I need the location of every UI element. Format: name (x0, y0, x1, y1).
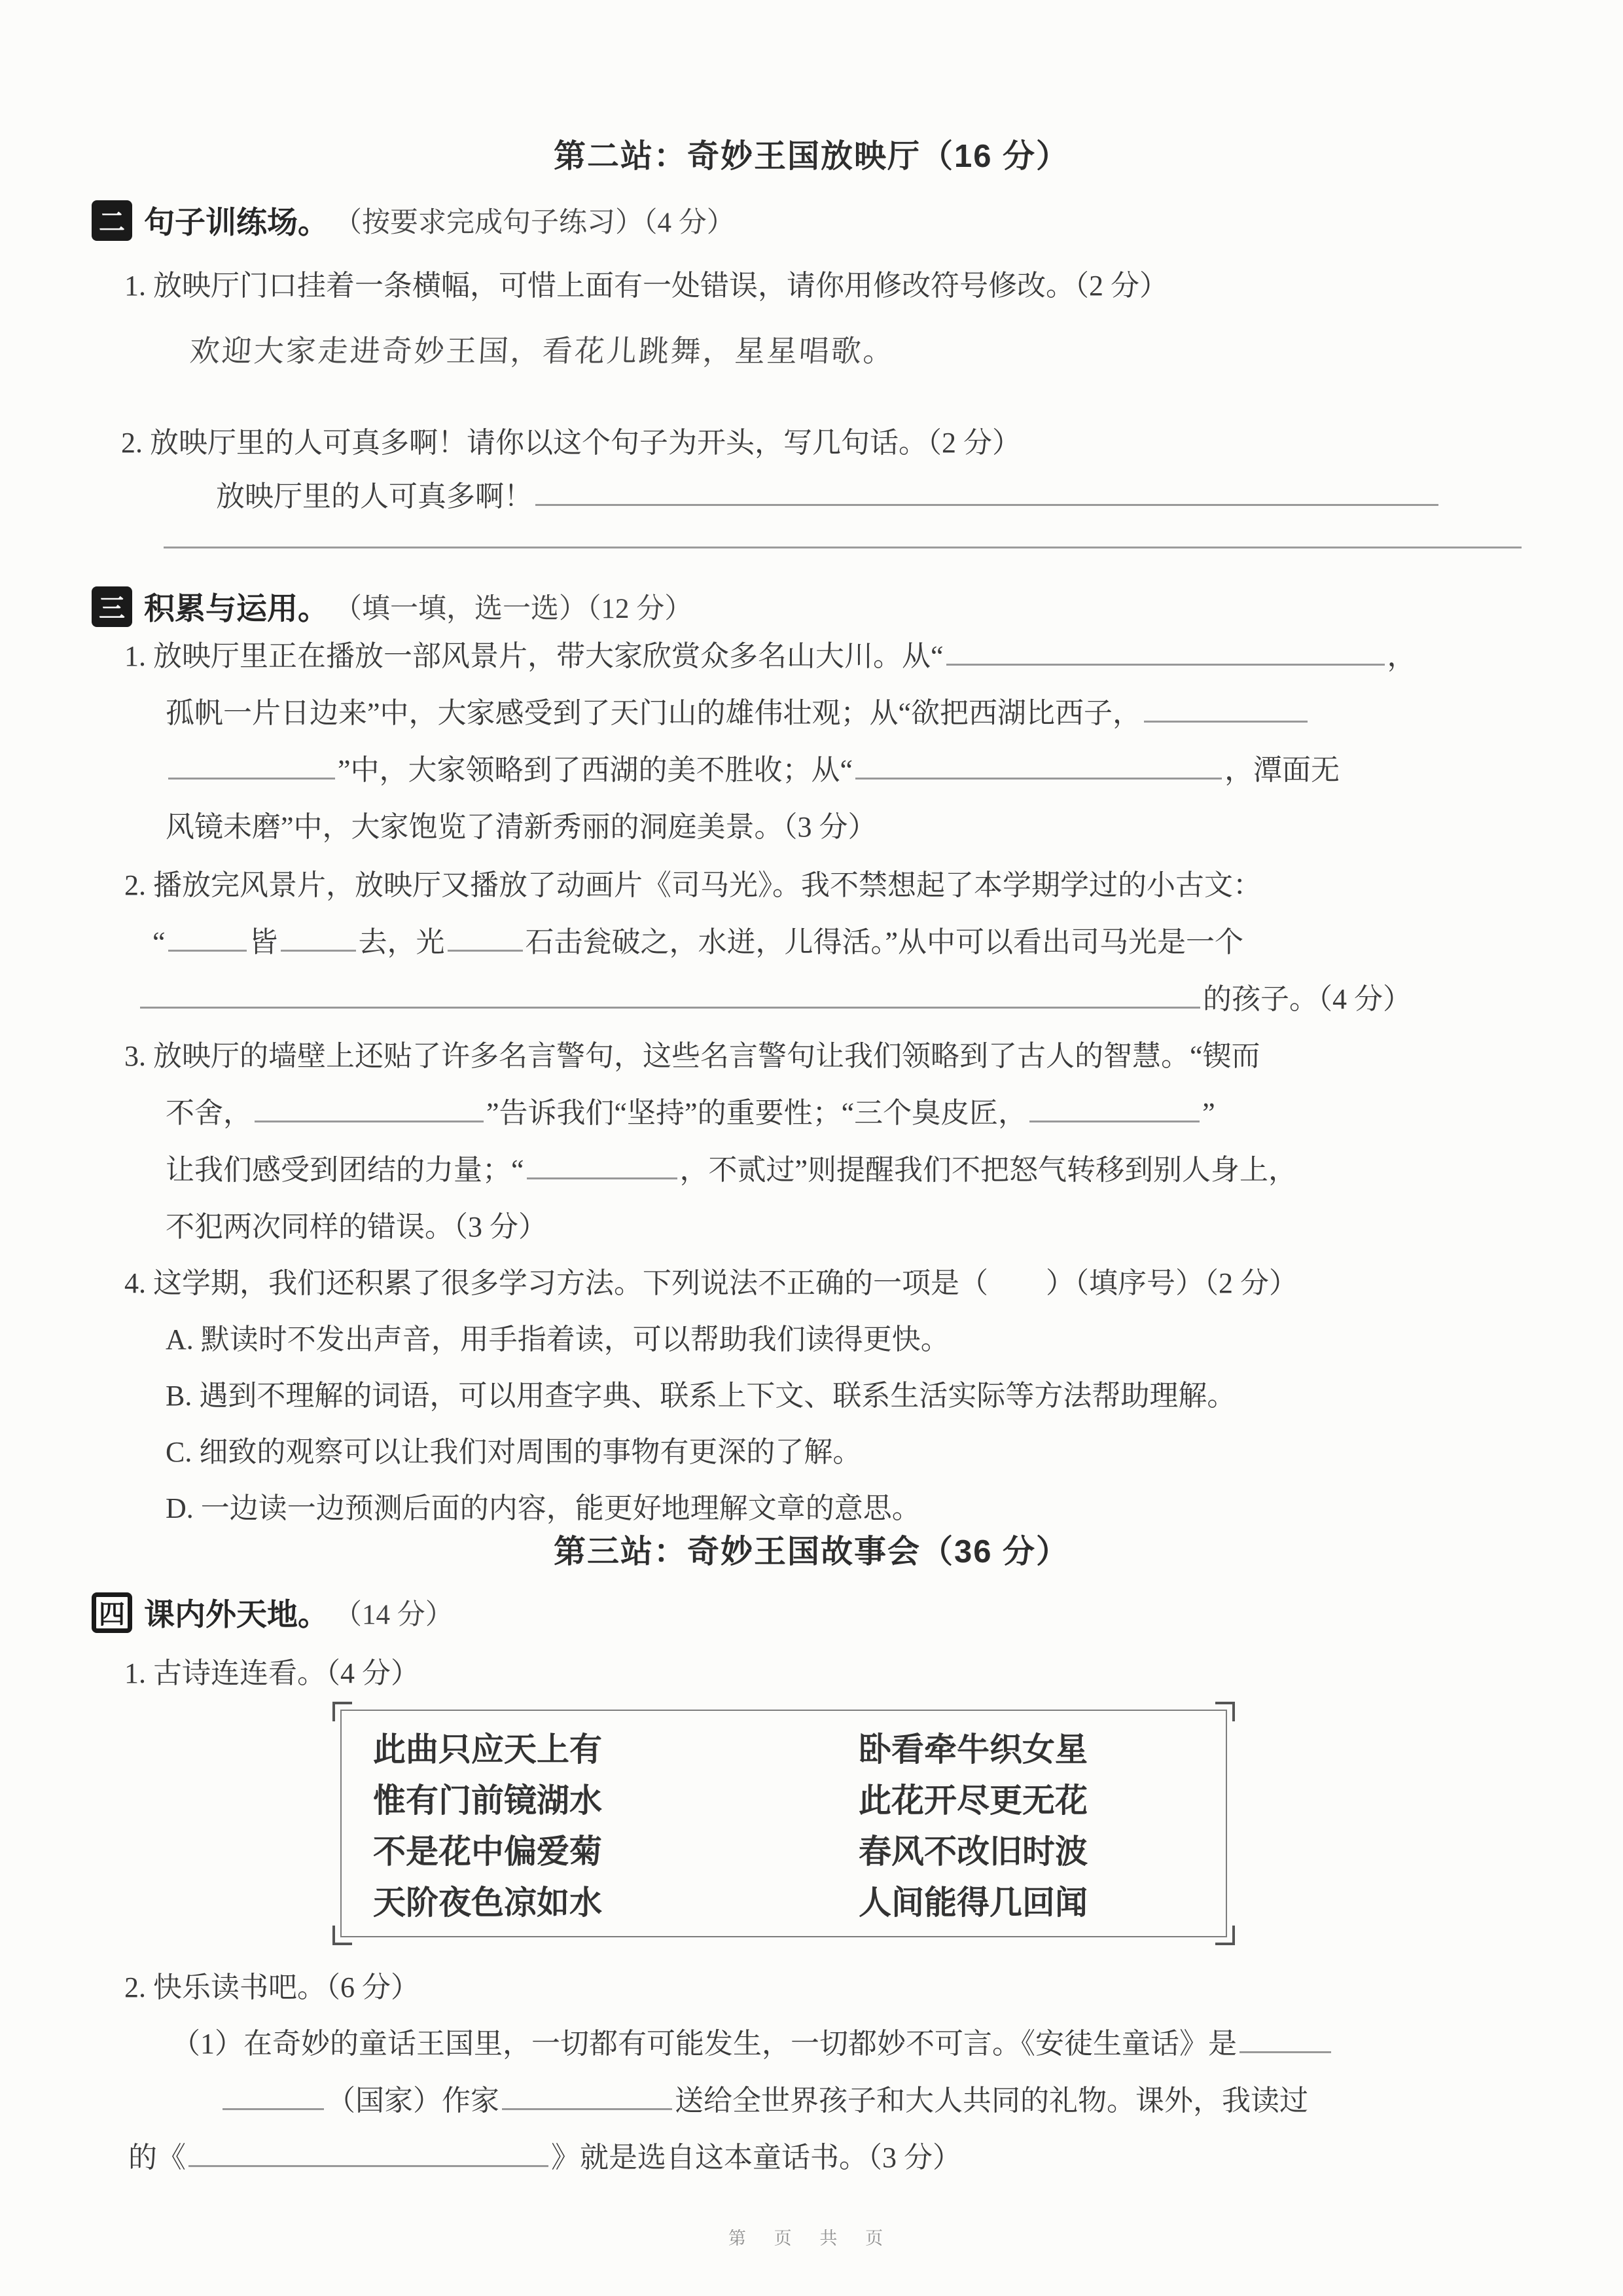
s3-q2-line3-end: 的孩子。（4 分） (1203, 983, 1412, 1015)
s3-q3-line2 (166, 1089, 1215, 1131)
s3-q4-text: 4. 这学期，我们还积累了很多学习方法。下列说法不正确的一项是（ ）（填序号）（2 分） (124, 1267, 1298, 1299)
s3-q2-rest: 石击瓮破之，水迸，儿得活。”从中可以看出司马光是一个 (525, 926, 1244, 958)
s4-q2-1-line3-a: 的《 (128, 2142, 186, 2174)
s3-q2-line1-text: 2. 播放完风景片，放映厅又播放了动画片《司马光》。我不禁想起了本学期学过的小古文： (124, 869, 1262, 901)
poem-line[interactable]: 天阶夜色凉如水 (373, 1884, 602, 1921)
s2-banner-text[interactable]: 欢迎大家走进奇妙王国，看花儿跳舞，星星唱歌。 (188, 333, 897, 368)
section4-subtitle: （14 分） (334, 1600, 454, 1630)
answer-blank[interactable] (855, 778, 1222, 780)
s3-q3-line3-a: 让我们感受到团结的力量；“ (166, 1154, 524, 1186)
box-corner-icon (1215, 1702, 1235, 1721)
s2-q2-text: 2. 放映厅里的人可真多啊！请你以这个句子为开头，写几句话。（2 分） (121, 427, 1021, 459)
s3-q1-line1 (124, 632, 1416, 674)
s3-q1-line3 (166, 746, 1340, 788)
box-corner-icon (332, 1926, 352, 1945)
s2-q1-line (124, 262, 1168, 304)
answer-blank[interactable] (281, 950, 356, 952)
s3-q4-option-c-text: C. 细致的观察可以让我们对周围的事物有更深的了解。 (166, 1436, 862, 1468)
station2-title: 第二站：奇妙王国放映厅（16 分） (553, 139, 1070, 174)
s3-q3-line3 (166, 1146, 1297, 1188)
s4-q2-text: 2. 快乐读书吧。（6 分） (124, 1971, 419, 2003)
box-corner-icon (332, 1702, 352, 1721)
poem-matching-box (340, 1710, 1227, 1937)
poem-line[interactable]: 此花开尽更无花 (859, 1782, 1088, 1819)
s2-q2-answer-line (216, 473, 1441, 514)
section3-subtitle: （填一填，选一选）（12 分） (334, 594, 693, 624)
section3-marker: 三 (92, 586, 132, 627)
s4-q1-text: 1. 古诗连连看。（4 分） (124, 1657, 419, 1689)
s2-q2-prompt: 放映厅里的人可真多啊！ (216, 480, 533, 512)
section3-header (92, 584, 692, 628)
s3-q2-line1 (124, 861, 1262, 903)
answer-blank[interactable] (255, 1121, 484, 1122)
s3-q3-line1-text: 3. 放映厅的墙壁上还贴了许多名言警句，这些名言警句让我们领略到了古人的智慧。“锲而 (124, 1040, 1260, 1072)
s3-q3-line2-a: 不舍， (166, 1097, 252, 1129)
s3-q3-line3-b: ，不贰过”则提醒我们不把怒气转移到别人身上， (679, 1154, 1298, 1186)
s3-q1-line2-text: 孤帆一片日边来”中，大家感受到了天门山的雄伟壮观；从“欲把西湖比西子， (166, 697, 1142, 729)
answer-blank[interactable] (535, 504, 1438, 506)
s3-q1-line1-text: 1. 放映厅里正在播放一部风景片，带大家欣赏众多名山大川。从“ (124, 640, 944, 672)
s3-q3-line4 (166, 1203, 547, 1245)
answer-blank[interactable] (1144, 721, 1308, 723)
s2-q1-text: 1. 放映厅门口挂着一条横幅，可惜上面有一处错误，请你用修改符号修改。（2 分） (124, 270, 1168, 302)
poem-line[interactable]: 不是花中偏爱菊 (373, 1833, 602, 1870)
poem-line[interactable]: 人间能得几回闻 (859, 1884, 1088, 1921)
s3-q2-quote-open: “ (152, 926, 166, 958)
s4-q2-1-line2-a: （国家）作家 (327, 2085, 499, 2117)
section3-title: 积累与运用。 (144, 591, 329, 626)
answer-blank[interactable] (168, 950, 247, 952)
answer-blank[interactable] (188, 2165, 548, 2167)
answer-blank[interactable] (164, 547, 1522, 548)
s3-q3-line2-c: ” (1202, 1097, 1215, 1129)
answer-blank[interactable] (223, 2108, 324, 2110)
answer-blank[interactable] (527, 1177, 677, 1179)
section2-marker: 二 (92, 200, 132, 241)
s3-q4-option-a-text: A. 默读时不发出声音，用手指着读，可以帮助我们读得更快。 (166, 1323, 950, 1355)
s3-q1-line4-text: 风镜未磨”中，大家饱览了清新秀丽的洞庭美景。（3 分） (166, 811, 877, 843)
s3-q1-line3-mid: ”中，大家领略到了西湖的美不胜收；从“ (338, 754, 853, 786)
s3-q2-line2 (152, 918, 1243, 960)
section4-header (92, 1590, 454, 1634)
answer-blank[interactable] (1029, 1121, 1200, 1122)
s3-q1-line4 (166, 803, 877, 845)
s3-q3-line4-text: 不犯两次同样的错误。（3 分） (166, 1211, 547, 1243)
answer-blank[interactable] (140, 1007, 1200, 1009)
answer-blank[interactable] (168, 778, 335, 780)
section4-marker: 四 (92, 1592, 132, 1633)
answer-blank[interactable] (1240, 2051, 1331, 2053)
s3-q1-line1-end: ， (1387, 640, 1416, 672)
section4-title: 课内外天地。 (144, 1597, 329, 1632)
s4-q2-1-line2-b: 送给全世界孩子和大人共同的礼物。课外，我读过 (675, 2085, 1308, 2117)
page-footer: 第 页 共 页 (728, 2229, 895, 2248)
s4-q2-1-line3 (128, 2134, 961, 2176)
station3-title: 第三站：奇妙王国故事会（36 分） (553, 1534, 1070, 1570)
s3-q4-option-a[interactable] (166, 1316, 950, 1357)
poem-line[interactable]: 春风不改旧时波 (859, 1833, 1088, 1870)
s4-q2-line (124, 1964, 419, 2005)
s3-q1-line3-end: ，潭面无 (1224, 754, 1340, 786)
poem-right-column (859, 1711, 1088, 1936)
s3-q4-option-d-text: D. 一边读一边预测后面的内容，能更好地理解文章的意思。 (166, 1492, 921, 1524)
poem-line[interactable]: 此曲只应天上有 (373, 1731, 602, 1768)
answer-blank[interactable] (502, 2108, 672, 2110)
s3-q4-line (124, 1259, 1298, 1301)
poem-line[interactable]: 惟有门前镜湖水 (373, 1782, 602, 1819)
box-corner-icon (1215, 1926, 1235, 1945)
s3-q2-jie: 皆 (249, 926, 278, 958)
section2-header (92, 198, 735, 242)
s3-q4-option-b[interactable] (166, 1372, 1236, 1414)
answer-blank[interactable] (448, 950, 523, 952)
s4-q2-1-line3-b: 》就是选自这本童话书。（3 分） (551, 2142, 961, 2174)
s3-q4-option-c[interactable] (166, 1428, 861, 1470)
section2-subtitle: （按要求完成句子练习）（4 分） (334, 207, 735, 238)
s2-banner-line (190, 327, 895, 370)
s3-q3-line1 (124, 1032, 1260, 1074)
s3-q2-qu: 去，光 (358, 926, 445, 958)
s3-q2-line3 (137, 975, 1412, 1017)
s3-q4-option-d[interactable] (166, 1484, 921, 1526)
s4-q2-1-line1-text: （1）在奇妙的童话王国里，一切都有可能发生，一切都妙不可言。《安徒生童话》是 (171, 2028, 1237, 2060)
s3-q1-line2 (166, 689, 1310, 731)
s3-q4-option-b-text: B. 遇到不理解的词语，可以用查字典、联系上下文、联系生活实际等方法帮助理解。 (166, 1380, 1236, 1412)
answer-blank[interactable] (946, 664, 1385, 666)
section2-title: 句子训练场。 (144, 205, 329, 240)
s4-q2-1-line2 (220, 2077, 1308, 2119)
poem-left-column (373, 1711, 602, 1936)
s4-q1-line (124, 1649, 419, 1691)
s2-q2-line (121, 419, 1021, 461)
s4-q2-1-line1 (171, 2020, 1334, 2062)
s3-q3-line2-b: ”告诉我们“坚持”的重要性；“三个臭皮匠， (486, 1097, 1027, 1129)
poem-line[interactable]: 卧看牵牛织女星 (859, 1731, 1088, 1768)
